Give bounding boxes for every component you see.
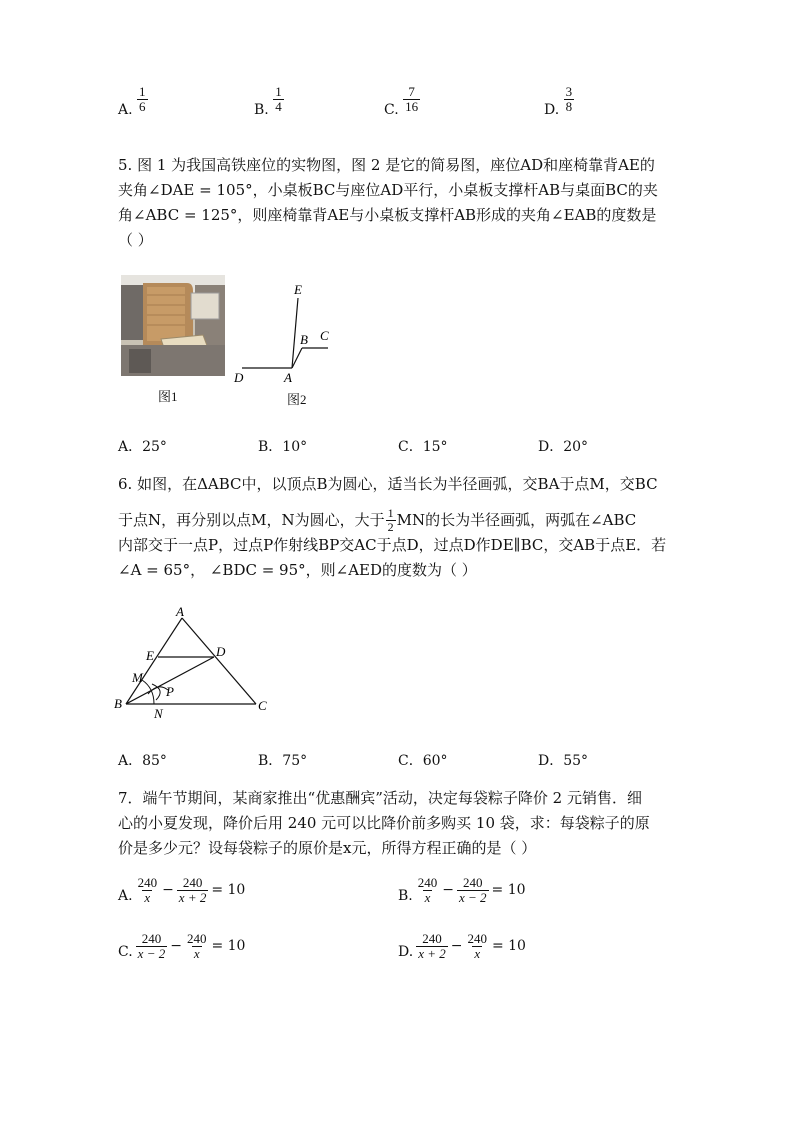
- q7-line: 价是多少元？设每袋粽子的原价是x元，所得方程正确的是（ ）: [118, 839, 537, 857]
- seat-diagram: [228, 278, 338, 388]
- fraction: $\frac{240}{x}$: [186, 931, 207, 961]
- q4-option-d[interactable]: [544, 83, 574, 118]
- fraction: $\frac{1}{6}$: [139, 83, 146, 114]
- q6-stem: [118, 472, 698, 583]
- fraction: $\frac{240}{x}$: [467, 931, 487, 961]
- q7-line: 心的小夏发现，降价后用 240 元可以比降价前多购买 10 袋，求：每袋粽子的原: [118, 814, 650, 832]
- q5-line: 角∠ABC = 125°，则座椅靠背AE与小桌板支撑杆AB形成的夹角∠EAB的度数是: [118, 206, 657, 224]
- label-b: B: [300, 332, 308, 347]
- fraction: $\frac{3}{8}$: [565, 83, 573, 114]
- q7-line: 7．端午节期间，某商家推出“优惠酬宾”活动，决定每袋粽子降价 2 元销售．细: [118, 789, 642, 807]
- side-ac: [182, 618, 256, 704]
- fraction: $\frac{240}{x}$: [417, 875, 438, 905]
- q6-line: 6. 如图，在ΔABC中，以顶点B为圆心，适当长为半径画弧，交BA于点M，交BC: [118, 475, 658, 493]
- fraction: $\frac{1}{2}$: [387, 506, 394, 534]
- q4-option-c[interactable]: [384, 83, 420, 118]
- label-d: D: [216, 644, 226, 659]
- q7-option-b[interactable]: B. $\frac{240}{x}$ − $\frac{240}{x - 2}$ = 10: [398, 875, 526, 905]
- label-d: D: [234, 370, 244, 385]
- fraction: $\frac{240}{x - 2}$: [458, 875, 487, 905]
- label-e: E: [146, 648, 154, 663]
- q6-line: 内部交于一点P，过点P作射线BP交AC于点D，过点D作DE∥BC，交AB于点E．若: [118, 536, 667, 555]
- fraction: $\frac{240}{x}$: [137, 875, 158, 905]
- label-c: C: [258, 698, 267, 713]
- label-b: B: [114, 696, 122, 711]
- q5-option-c[interactable]: C．15°: [398, 439, 448, 455]
- label-p: P: [166, 684, 174, 699]
- label-n: N: [154, 706, 163, 721]
- label-a: A: [176, 604, 184, 619]
- q6-option-d[interactable]: D．55°: [538, 753, 589, 769]
- q7-option-d[interactable]: D. $\frac{240}{x + 2}$ − $\frac{240}{x}$ = 10: [398, 931, 526, 961]
- train-seat-photo: [121, 275, 225, 376]
- label-m: M: [132, 670, 143, 685]
- q6-option-a[interactable]: A．85°: [118, 753, 167, 769]
- q5-line: （ ）: [118, 231, 153, 249]
- fig2-caption: 图2: [287, 392, 307, 407]
- q6-line: 于点N，再分别以点M，N为圆心，大于 $\frac{1}{2}$ MN的长为半径画弧，两弧在∠ABC: [118, 506, 637, 534]
- label-a: A: [284, 370, 292, 385]
- fraction: $\frac{1}{4}$: [275, 83, 282, 114]
- triangle-diagram: [112, 604, 282, 726]
- q4-option-b[interactable]: [254, 83, 284, 118]
- q7-option-a[interactable]: A. $\frac{240}{x}$ − $\frac{240}{x + 2}$ = 10: [118, 875, 246, 905]
- fraction: $\frac{240}{x + 2}$: [418, 931, 446, 961]
- q5-line: 5. 图 1 为我国高铁座位的实物图，图 2 是它的简易图，座位AD和座椅靠背AE的: [118, 156, 655, 174]
- q4-option-a[interactable]: [118, 83, 148, 118]
- option-letter: C.: [384, 102, 399, 118]
- fraction: $\frac{7}{16}$: [405, 83, 419, 114]
- label-e: E: [294, 282, 302, 297]
- q6-option-c[interactable]: C．60°: [398, 753, 448, 769]
- fig1-caption: 图1: [158, 389, 178, 404]
- q5-stem: [118, 153, 688, 253]
- option-letter: D.: [544, 102, 560, 118]
- q6-option-b[interactable]: B．75°: [258, 753, 308, 769]
- q6-line: ∠A = 65°， ∠BDC = 95°，则∠AED的度数为（ ）: [118, 561, 477, 580]
- q5-option-d[interactable]: D．20°: [538, 439, 589, 455]
- fraction: $\frac{240}{x + 2}$: [178, 875, 207, 905]
- fraction: $\frac{240}{x - 2}$: [137, 931, 166, 961]
- q7-option-c[interactable]: C. $\frac{240}{x - 2}$ − $\frac{240}{x}$ = 10: [118, 931, 246, 961]
- option-letter: B.: [254, 102, 269, 118]
- option-letter: A.: [118, 102, 133, 118]
- label-c: C: [320, 328, 329, 343]
- q7-stem: [118, 786, 698, 861]
- q5-option-a[interactable]: A．25°: [118, 439, 167, 455]
- q5-option-b[interactable]: B．10°: [258, 439, 308, 455]
- q5-line: 夹角∠DAE = 105°，小桌板BC与座位AD平行，小桌板支撑杆AB与桌面BC的夹: [118, 181, 658, 199]
